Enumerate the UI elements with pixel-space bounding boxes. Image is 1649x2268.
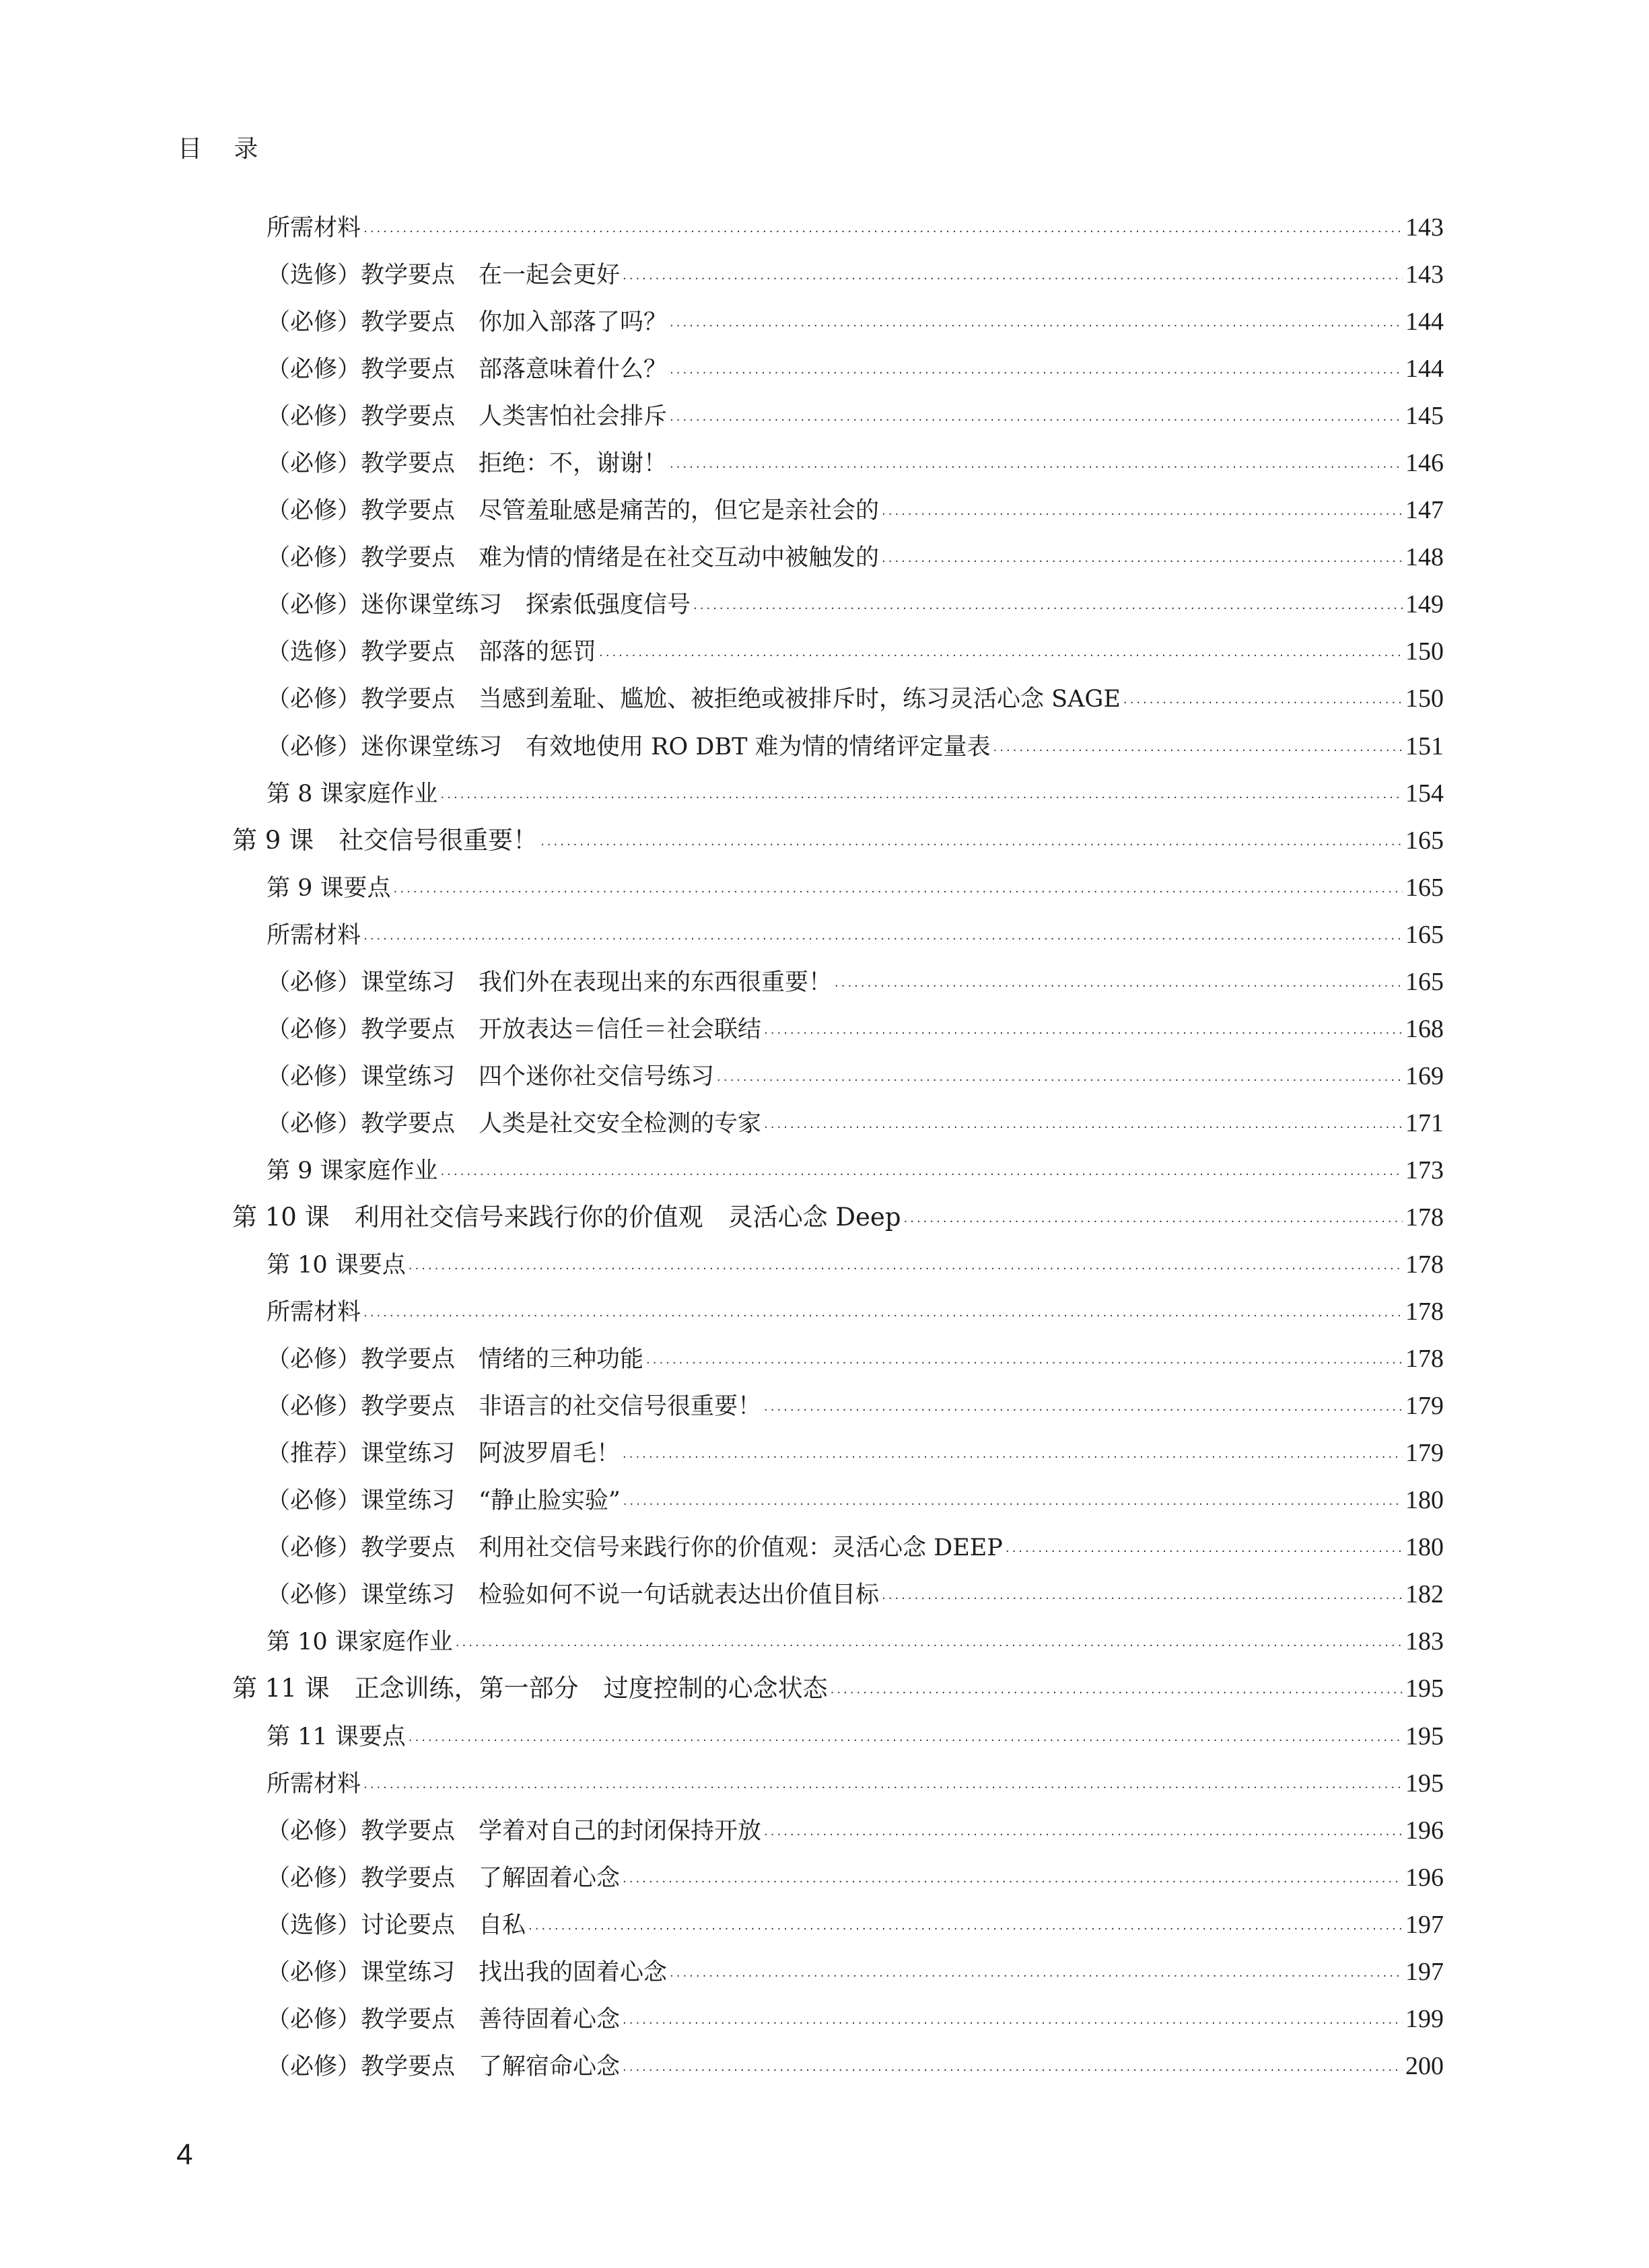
- toc-entry: [0, 1716, 1649, 1763]
- toc-entry-title: （选修）教学要点 在一起会更好: [267, 262, 621, 289]
- toc-entry-page: 178: [1405, 1250, 1444, 1279]
- toc-dot-leader: [670, 404, 1403, 437]
- toc-entry-line: [267, 919, 1444, 956]
- toc-entry-line: [267, 1060, 1444, 1097]
- toc-entry-page: 178: [1405, 1203, 1444, 1232]
- toc-dot-leader: [409, 1253, 1403, 1285]
- toc-entry-line: [267, 1013, 1444, 1050]
- toc-dot-leader: [831, 1677, 1403, 1709]
- table-of-contents: [0, 207, 1649, 2093]
- toc-entry: [0, 631, 1649, 678]
- toc-entry-line: [267, 1578, 1444, 1615]
- toc-entry: [0, 1810, 1649, 1857]
- toc-entry-page: 196: [1405, 1816, 1444, 1845]
- toc-dot-leader: [882, 546, 1403, 578]
- toc-dot-leader: [882, 1583, 1403, 1615]
- toc-entry: [0, 254, 1649, 302]
- toc-entry-page: 197: [1405, 1910, 1444, 1939]
- toc-entry-title: （必修）课堂练习 检验如何不说一句话就表达出价值目标: [267, 1582, 880, 1609]
- toc-entry-page: 171: [1405, 1108, 1444, 1137]
- toc-entry-line: [267, 1484, 1444, 1521]
- toc-dot-leader: [528, 1913, 1403, 1946]
- toc-dot-leader: [764, 1112, 1403, 1144]
- toc-entry-line: [267, 966, 1444, 1003]
- toc-entry-line: [267, 1343, 1444, 1380]
- toc-entry-title: 第 10 课家庭作业: [267, 1629, 453, 1656]
- toc-entry: [0, 302, 1649, 349]
- toc-entry: [0, 1763, 1649, 1810]
- toc-dot-leader: [1123, 687, 1403, 719]
- toc-entry-title: （必修）教学要点 了解宿命心念: [267, 2053, 621, 2080]
- toc-entry-title: （必修）教学要点 难为情的情绪是在社交互动中被触发的: [267, 544, 880, 572]
- toc-lesson-entry: [0, 1197, 1649, 1244]
- toc-entry: [0, 1386, 1649, 1433]
- toc-entry-title: 第 10 课 利用社交信号来践行你的价值观 灵活心念 Deep: [232, 1202, 901, 1232]
- toc-entry-line: [267, 1862, 1444, 1899]
- toc-dot-leader: [764, 1819, 1403, 1851]
- toc-entry-line: [267, 494, 1444, 531]
- toc-dot-leader: [456, 1630, 1403, 1662]
- toc-entry-page: 154: [1405, 779, 1444, 808]
- toc-entry-page: 151: [1405, 732, 1444, 760]
- toc-entry-page: 149: [1405, 590, 1444, 619]
- toc-entry-title: （必修）教学要点 拒绝：不，谢谢！: [267, 450, 668, 478]
- toc-dot-leader: [623, 2008, 1403, 2040]
- toc-dot-leader: [764, 1394, 1403, 1427]
- toc-dot-leader: [363, 1300, 1403, 1333]
- toc-entry: [0, 349, 1649, 396]
- toc-entry-page: 165: [1405, 920, 1444, 949]
- toc-entry-page: 165: [1405, 967, 1444, 996]
- toc-entry: [0, 1339, 1649, 1386]
- toc-entry-page: 147: [1405, 496, 1444, 525]
- toc-entry-line: [232, 824, 1444, 861]
- toc-entry-line: [267, 635, 1444, 672]
- toc-entry: [0, 1857, 1649, 1905]
- toc-entry-title: 所需材料: [267, 1770, 361, 1798]
- toc-entry-line: [267, 1437, 1444, 1474]
- toc-dot-leader: [670, 310, 1403, 343]
- toc-entry-page: 196: [1405, 1863, 1444, 1892]
- toc-entry-line: [267, 1296, 1444, 1333]
- toc-entry-title: （必修）课堂练习 我们外在表现出来的东西很重要！: [267, 968, 833, 996]
- toc-entry: [0, 1103, 1649, 1150]
- toc-entry-line: [267, 306, 1444, 343]
- toc-dot-leader: [646, 1347, 1403, 1380]
- toc-dot-leader: [1006, 1536, 1403, 1568]
- toc-entry-line: [267, 872, 1444, 909]
- toc-dot-leader: [904, 1206, 1403, 1238]
- toc-entry-line: [267, 1909, 1444, 1946]
- page-number: 4: [176, 2138, 193, 2171]
- toc-entry-title: （必修）教学要点 利用社交信号来践行你的价值观：灵活心念 DEEP: [267, 1534, 1003, 1562]
- toc-entry-title: 第 11 课要点: [267, 1723, 406, 1750]
- toc-entry-title: （必修）教学要点 人类是社交安全检测的专家: [267, 1110, 762, 1137]
- toc-entry-page: 173: [1405, 1156, 1444, 1184]
- toc-entry-page: 182: [1405, 1580, 1444, 1609]
- toc-dot-leader: [599, 640, 1403, 672]
- toc-entry-title: （推荐）课堂练习 阿波罗眉毛！: [267, 1440, 621, 1468]
- toc-entry-title: （必修）教学要点 当感到羞耻、尴尬、被拒绝或被排斥时，练习灵活心念 SAGE: [267, 686, 1121, 713]
- toc-entry-line: [267, 211, 1444, 248]
- toc-entry-page: 144: [1405, 308, 1444, 336]
- toc-entry: [0, 584, 1649, 631]
- toc-dot-leader: [623, 263, 1403, 295]
- toc-entry: [0, 537, 1649, 584]
- toc-entry-page: 180: [1405, 1533, 1444, 1562]
- toc-dot-leader: [835, 970, 1403, 1003]
- toc-dot-leader: [670, 1960, 1403, 1993]
- toc-dot-leader: [441, 782, 1403, 814]
- toc-entry-title: 第 11 课 正念训练，第一部分 过度控制的心念状态: [232, 1674, 828, 1703]
- running-head: 目 录: [178, 135, 271, 163]
- toc-entry-line: [267, 1720, 1444, 1757]
- toc-dot-leader: [363, 923, 1403, 956]
- toc-entry: [0, 867, 1649, 915]
- toc-dot-leader: [623, 2055, 1403, 2087]
- toc-entry-page: 183: [1405, 1627, 1444, 1656]
- toc-entry-title: （选修）讨论要点 自私: [267, 1911, 526, 1939]
- toc-entry: [0, 962, 1649, 1009]
- toc-entry: [0, 726, 1649, 773]
- toc-entry: [0, 678, 1649, 725]
- toc-dot-leader: [717, 1065, 1403, 1097]
- toc-entry-line: [232, 1201, 1444, 1238]
- toc-entry-title: （必修）教学要点 你加入部落了吗？: [267, 309, 668, 336]
- toc-entry-title: 第 10 课要点: [267, 1252, 406, 1279]
- toc-entry-page: 165: [1405, 826, 1444, 855]
- toc-entry-title: 第 9 课家庭作业: [267, 1157, 438, 1184]
- toc-entry-line: [267, 2003, 1444, 2040]
- toc-dot-leader: [363, 1772, 1403, 1804]
- toc-entry: [0, 1952, 1649, 1999]
- toc-entry-page: 178: [1405, 1345, 1444, 1374]
- toc-entry: [0, 443, 1649, 490]
- toc-entry-line: [267, 1154, 1444, 1191]
- toc-entry: [0, 773, 1649, 820]
- toc-entry-title: 第 8 课家庭作业: [267, 780, 438, 808]
- toc-entry: [0, 915, 1649, 962]
- toc-entry-title: 所需材料: [267, 1299, 361, 1326]
- toc-dot-leader: [441, 1159, 1403, 1191]
- toc-lesson-entry: [0, 820, 1649, 867]
- toc-entry-line: [267, 1390, 1444, 1427]
- toc-entry-line: [267, 730, 1444, 767]
- toc-entry-page: 199: [1405, 2004, 1444, 2033]
- toc-entry: [0, 1009, 1649, 1056]
- toc-entry-line: [267, 1814, 1444, 1851]
- toc-dot-leader: [394, 876, 1403, 909]
- toc-entry-title: （必修）教学要点 了解固着心念: [267, 1864, 621, 1892]
- toc-entry-line: [267, 447, 1444, 484]
- toc-entry-page: 195: [1405, 1722, 1444, 1750]
- toc-entry-title: （必修）教学要点 非语言的社交信号很重要！: [267, 1393, 762, 1421]
- toc-entry-page: 150: [1405, 637, 1444, 666]
- toc-entry-title: （必修）教学要点 开放表达＝信任＝社会联结: [267, 1016, 762, 1043]
- toc-entry-line: [267, 353, 1444, 390]
- toc-entry: [0, 490, 1649, 537]
- toc-entry-page: 165: [1405, 873, 1444, 902]
- toc-entry: [0, 207, 1649, 254]
- toc-entry-title: 第 9 课要点: [267, 874, 391, 902]
- toc-dot-leader: [693, 593, 1403, 625]
- toc-entry: [0, 1574, 1649, 1621]
- toc-dot-leader: [882, 499, 1403, 531]
- toc-entry-line: [267, 400, 1444, 437]
- toc-dot-leader: [623, 1442, 1403, 1474]
- toc-entry: [0, 1150, 1649, 1197]
- toc-entry-title: （必修）课堂练习 “静止脸实验”: [267, 1487, 621, 1515]
- toc-entry-page: 180: [1405, 1486, 1444, 1515]
- toc-entry-title: （必修）教学要点 情绪的三种功能: [267, 1346, 644, 1374]
- toc-entry: [0, 396, 1649, 443]
- toc-entry-line: [267, 1956, 1444, 1993]
- toc-entry: [0, 1527, 1649, 1574]
- toc-entry-page: 197: [1405, 1957, 1444, 1986]
- toc-entry-line: [267, 2050, 1444, 2087]
- toc-entry-page: 179: [1405, 1439, 1444, 1468]
- toc-entry-line: [267, 1767, 1444, 1804]
- toc-entry-line: [267, 1531, 1444, 1568]
- toc-entry-page: 200: [1405, 2051, 1444, 2080]
- toc-entry-title: （必修）教学要点 人类害怕社会排斥: [267, 403, 668, 431]
- toc-entry-title: （必修）迷你课堂练习 探索低强度信号: [267, 592, 691, 619]
- toc-entry: [0, 1244, 1649, 1291]
- toc-entry-page: 150: [1405, 684, 1444, 713]
- toc-dot-leader: [540, 829, 1403, 861]
- toc-entry-page: 145: [1405, 402, 1444, 431]
- toc-entry-line: [267, 682, 1444, 719]
- toc-entry-title: 所需材料: [267, 921, 361, 949]
- toc-entry-title: （选修）教学要点 部落的惩罚: [267, 639, 597, 666]
- toc-entry-line: [267, 777, 1444, 814]
- toc-entry: [0, 1056, 1649, 1103]
- toc-entry-title: （必修）课堂练习 找出我的固着心念: [267, 1958, 668, 1986]
- toc-entry-line: [232, 1672, 1444, 1709]
- toc-dot-leader: [623, 1866, 1403, 1899]
- toc-entry-page: 195: [1405, 1674, 1444, 1703]
- toc-entry-title: （必修）迷你课堂练习 有效地使用 RO DBT 难为情的情绪评定量表: [267, 733, 991, 760]
- toc-dot-leader: [764, 1018, 1403, 1050]
- toc-entry-title: （必修）教学要点 尽管羞耻感是痛苦的，但它是亲社会的: [267, 497, 880, 525]
- toc-entry-page: 143: [1405, 213, 1444, 242]
- toc-entry-page: 168: [1405, 1014, 1444, 1043]
- toc-entry-line: [267, 258, 1444, 295]
- toc-entry-title: （必修）教学要点 部落意味着什么？: [267, 356, 668, 384]
- toc-entry-page: 179: [1405, 1392, 1444, 1421]
- toc-entry-title: （必修）课堂练习 四个迷你社交信号练习: [267, 1063, 715, 1090]
- toc-entry-page: 143: [1405, 260, 1444, 289]
- toc-entry-page: 169: [1405, 1061, 1444, 1090]
- toc-entry: [0, 1433, 1649, 1480]
- toc-entry-page: 146: [1405, 449, 1444, 478]
- toc-entry-title: 第 9 课 社交信号很重要！: [232, 825, 538, 855]
- toc-dot-leader: [363, 216, 1403, 248]
- toc-entry-title: （必修）教学要点 学着对自己的封闭保持开放: [267, 1817, 762, 1845]
- toc-entry-line: [267, 588, 1444, 625]
- toc-entry-title: 所需材料: [267, 215, 361, 242]
- toc-entry-title: （必修）教学要点 善待固着心念: [267, 2006, 621, 2033]
- toc-lesson-entry: [0, 1668, 1649, 1715]
- toc-dot-leader: [670, 357, 1403, 390]
- toc-entry-line: [267, 541, 1444, 578]
- toc-dot-leader: [993, 735, 1403, 767]
- toc-entry-line: [267, 1625, 1444, 1662]
- toc-entry-page: 148: [1405, 543, 1444, 572]
- toc-entry-page: 178: [1405, 1298, 1444, 1326]
- toc-dot-leader: [409, 1725, 1403, 1757]
- toc-entry: [0, 1905, 1649, 1952]
- toc-entry: [0, 1999, 1649, 2046]
- toc-entry: [0, 1480, 1649, 1527]
- toc-dot-leader: [670, 452, 1403, 484]
- toc-entry-line: [267, 1248, 1444, 1285]
- toc-entry-line: [267, 1107, 1444, 1144]
- toc-entry-page: 195: [1405, 1769, 1444, 1798]
- toc-entry: [0, 1291, 1649, 1339]
- toc-entry: [0, 1621, 1649, 1668]
- toc-dot-leader: [623, 1489, 1403, 1521]
- toc-entry: [0, 2046, 1649, 2093]
- toc-entry-page: 144: [1405, 355, 1444, 384]
